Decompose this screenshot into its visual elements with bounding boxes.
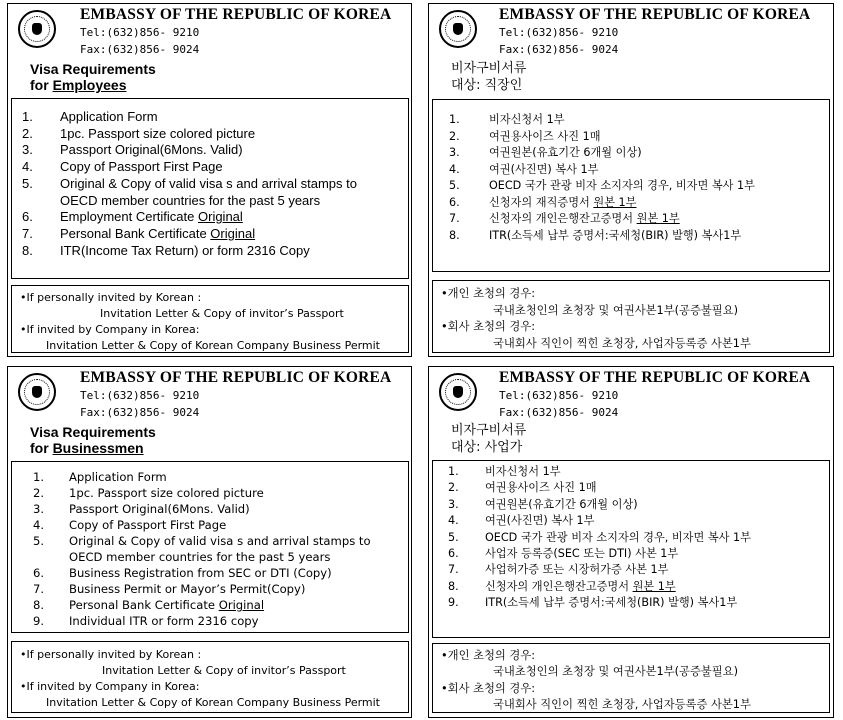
- list-item: 1. Application Form: [33, 470, 167, 484]
- card-title: 비자구비서류 대상: 직장인: [451, 61, 527, 93]
- embassy-seal-icon: [18, 373, 56, 411]
- visa-card-businessmen-ko: [428, 366, 834, 718]
- embassy-name: EMBASSY OF THE REPUBLIC OF KOREA: [80, 6, 392, 23]
- embassy-fax: Fax:(632)856- 9024: [80, 43, 200, 56]
- requirements-box: [432, 99, 830, 272]
- note-company-label: •회사 초청의 경우:: [441, 320, 536, 333]
- note-personal-label: •개인 초청의 경우:: [441, 649, 536, 662]
- list-item: 2. 여권용사이즈 사진 1매: [449, 129, 601, 143]
- visa-card-businessmen-en: [7, 366, 412, 718]
- list-item: 6. Business Registration from SEC or DTI (Copy): [33, 566, 332, 580]
- requirements-list: [448, 464, 751, 612]
- note-personal-detail: 국내초청인의 초청장 및 여권사본1부(공증불필요): [493, 303, 739, 317]
- note-personal-label: •개인 초청의 경우:: [441, 287, 536, 300]
- list-item: 5. OECD 국가 관광 비자 소지자의 경우, 비자면 복사 1부: [449, 179, 755, 192]
- list-item: 6. 신청자의 재직증명서 원본 1부: [449, 195, 637, 209]
- list-item: 6. Employment Certificate Original: [22, 209, 243, 225]
- list-item: 8. ITR(Income Tax Return) or form 2316 Copy: [22, 242, 310, 258]
- note-personal-detail: Invitation Letter & Copy of invitor’s Passport: [100, 307, 344, 320]
- list-item: 7. 사업허가증 또는 시장허가증 사본 1부: [448, 563, 669, 577]
- list-item: 2. 여권용사이즈 사진 1매: [448, 481, 597, 495]
- list-item: 5. OECD 국가 관광 비자 소지자의 경우, 비자면 복사 1부: [448, 530, 751, 544]
- invitation-notes: [432, 280, 830, 353]
- list-item: 3. Passport Original(6Mons. Valid): [22, 142, 243, 158]
- embassy-tel: Tel:(632)856- 9210: [80, 389, 200, 402]
- list-item: 6. 사업자 등록증(SEC 또는 DTI) 사본 1부: [448, 547, 679, 561]
- list-item: 7. Business Permit or Mayor’s Permit(Copy): [33, 582, 306, 596]
- list-item: 8. Personal Bank Certificate Original: [33, 598, 265, 612]
- note-company-detail: 국내회사 직인이 찍힌 초청장, 사업자등록증 사본1부: [493, 336, 751, 350]
- note-company-detail: Invitation Letter & Copy of Korean Company Business Permit: [46, 339, 380, 352]
- list-item: 2. 1pc. Passport size colored picture: [22, 125, 256, 141]
- embassy-seal-icon: [18, 10, 56, 48]
- embassy-name: EMBASSY OF THE REPUBLIC OF KOREA: [499, 6, 811, 23]
- note-personal-detail: Invitation Letter & Copy of invitor’s Passport: [102, 664, 346, 677]
- embassy-fax: Fax:(632)856- 9024: [499, 406, 619, 419]
- list-item: 1. 비자신청서 1부: [448, 465, 561, 478]
- invitation-notes: [11, 641, 409, 713]
- embassy-fax: Fax:(632)856- 9024: [80, 406, 200, 419]
- list-item: 9. Individual ITR or form 2316 copy: [33, 614, 259, 628]
- list-item: 5. Original & Copy of valid visa s and arrival stamps to OECD member countries for the past 5 years: [22, 175, 357, 208]
- requirements-box: [432, 460, 830, 638]
- invitation-notes: [432, 643, 830, 713]
- list-item: 4. 여권(사진면) 복사 1부: [448, 514, 595, 528]
- visa-card-employees-en: [7, 3, 412, 357]
- note-company-detail: 국내회사 직인이 찍힌 초청장, 사업자등록증 사본1부: [493, 697, 751, 711]
- embassy-seal-icon: [439, 373, 477, 411]
- list-item: 1. 비자신청서 1부: [449, 113, 565, 126]
- requirements-list: [33, 469, 371, 629]
- list-item: 7. Personal Bank Certificate Original: [22, 225, 256, 241]
- list-item: 3. 여권원본(유효기간 6개월 이상): [448, 497, 638, 511]
- invitation-notes: [11, 285, 409, 353]
- requirements-box: [11, 98, 409, 279]
- embassy-tel: Tel:(632)856- 9210: [499, 389, 619, 402]
- list-item: 4. Copy of Passport First Page: [22, 159, 223, 175]
- list-item: 4. Copy of Passport First Page: [33, 518, 227, 532]
- list-item: 3. Passport Original(6Mons. Valid): [33, 502, 250, 516]
- visa-card-employees-ko: [428, 3, 834, 357]
- list-item: 1. Application Form: [22, 109, 158, 124]
- embassy-name: EMBASSY OF THE REPUBLIC OF KOREA: [80, 369, 392, 386]
- list-item: 3. 여권원본(유효기간 6개월 이상): [449, 146, 642, 159]
- requirements-list: [22, 109, 357, 259]
- card-title: 비자구비서류 대상: 사업가: [451, 423, 527, 455]
- note-company-label: •If invited by Company in Korea:: [20, 680, 200, 693]
- requirements-list: [449, 112, 755, 244]
- embassy-name: EMBASSY OF THE REPUBLIC OF KOREA: [499, 369, 811, 386]
- list-item: 8. ITR(소득세 납부 증명서:국세청(BIR) 발행) 복사1부: [449, 228, 742, 242]
- embassy-tel: Tel:(632)856- 9210: [499, 26, 619, 39]
- list-item: 9. ITR(소득세 납부 증명서:국세청(BIR) 발행) 복사1부: [448, 596, 738, 610]
- note-personal-label: •If personally invited by Korean :: [20, 648, 202, 661]
- note-personal-label: •If personally invited by Korean :: [20, 291, 202, 304]
- list-item: 2. 1pc. Passport size colored picture: [33, 486, 264, 500]
- list-item: 8. 신청자의 개인은행잔고증명서 원본 1부: [448, 579, 676, 593]
- requirements-box: [11, 461, 409, 633]
- embassy-seal-icon: [439, 10, 477, 48]
- card-title: Visa Requirements for Employees: [30, 61, 156, 93]
- note-company-detail: Invitation Letter & Copy of Korean Company Business Permit: [46, 696, 380, 709]
- list-item: 4. 여권(사진면) 복사 1부: [449, 162, 599, 176]
- list-item: 7. 신청자의 개인은행잔고증명서 원본 1부: [449, 212, 680, 225]
- note-personal-detail: 국내초청인의 초청장 및 여권사본1부(공증불필요): [493, 665, 739, 679]
- embassy-tel: Tel:(632)856- 9210: [80, 26, 200, 39]
- card-title: Visa Requirements for Businessmen: [30, 424, 156, 456]
- embassy-fax: Fax:(632)856- 9024: [499, 43, 619, 56]
- list-item: 5. Original & Copy of valid visa s and arrival stamps to OECD member countries for the past 5 years: [33, 534, 371, 564]
- note-company-label: •If invited by Company in Korea:: [20, 323, 200, 336]
- note-company-label: •회사 초청의 경우:: [441, 681, 536, 695]
